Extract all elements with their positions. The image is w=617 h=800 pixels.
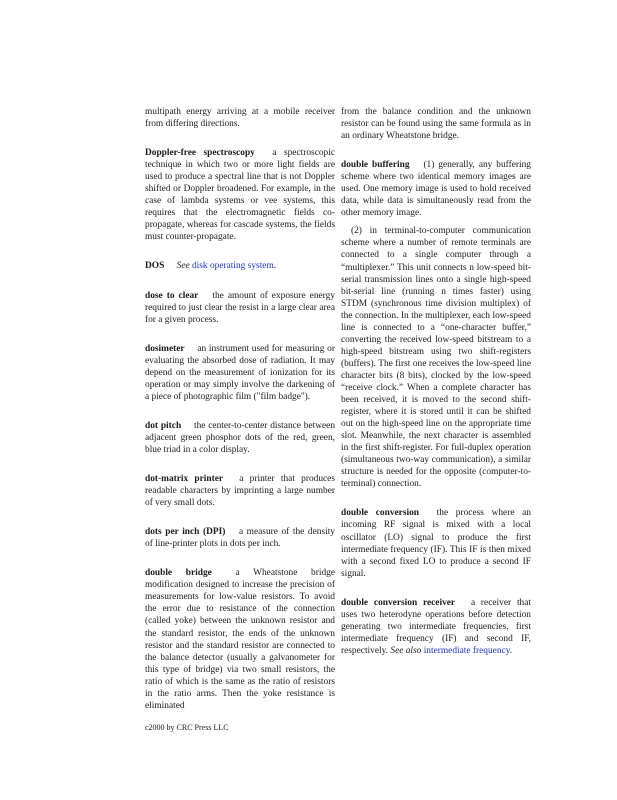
entry-term: dot pitch	[145, 420, 182, 431]
entry-dots-per-inch	[145, 526, 335, 550]
entry-definition: the process where an incoming RF signal is mixed with a local oscillator (LO) signal to produce the first intermediate frequency (IF). This IF is then mixed with a second fixed LO to produce a second IF signal.	[341, 508, 531, 579]
entry-dosimeter	[145, 343, 335, 403]
copyright-footer: c2000 by CRC Press LLC	[145, 723, 229, 732]
entry-definition: a printer that produces readable characters by imprinting a large number of very small dots.	[145, 474, 335, 509]
entry-definition: a spectroscopic technique in which two or more light fields are used to produce a spectral line that is not Doppler shifted or Doppler broadened. For example, in the case of lambda systems or vee systems, this requires that the electromagnetic fields co-propagate, whereas for cascade systems, the fields must counter-propagate.	[145, 148, 335, 243]
see-also-label: See also	[390, 645, 422, 656]
entry-definition: a Wheatstone bridge modification designed to increase the precision of measurements for low-value resistors. To avoid the error due to resistance of the connection (called yoke) between the unknown resistor and the standard resistor, the ends of the unknown resistor and the standard resistor are connected to the balance detector (usually a galvanometer for this type of bridge) via two small resistors, the ratio of which is the same as the ratio of resistors in the ratio arms. Then the yoke resistance is eliminated	[145, 568, 336, 711]
entry-double-buffering-sense-2	[341, 225, 531, 490]
entry-period: .	[509, 645, 513, 656]
right-column	[341, 106, 531, 674]
cross-reference-link[interactable]: disk operating system	[191, 261, 274, 272]
entry-dot-pitch	[145, 420, 335, 456]
entry-definition: the amount of exposure energy required to just clear the resist in a large clear area for a given process.	[145, 290, 336, 325]
continued-definition: multipath energy arriving at a mobile receiver from differing directions.	[145, 107, 335, 130]
entry-term: dosimeter	[145, 343, 185, 354]
entry-definition: an instrument used for measuring or evaluating the absorbed dose of radiation. It may depend on the measurement of ionization for its operation or may simply involve the darkening of a piece of photographic film ("film badge").	[145, 343, 335, 402]
entry-definition: the center-to-center distance between adjacent green phosphor dots of the red, green, blue triad in a color display.	[145, 420, 336, 455]
see-reference-label: See	[176, 261, 190, 272]
left-column	[145, 106, 335, 729]
entry-dos	[145, 260, 335, 272]
entry-definition: a receiver that uses two heterodyne operations before detection generating two intermediate frequencies, first intermediate frequency (IF) and second IF, respectively.	[341, 597, 532, 656]
entry-term: dots per inch (DPI)	[145, 527, 226, 538]
cross-reference-link[interactable]: intermediate frequency	[423, 645, 510, 656]
entry-term: double conversion	[341, 508, 419, 519]
entry-definition: a measure of the density of line-printer plots in dots per inch.	[145, 527, 335, 550]
continued-definition: from the balance condition and the unknown resistor can be found using the same formula as in an ordinary Wheatstone bridge.	[341, 107, 531, 142]
entry-term: DOS	[145, 261, 165, 272]
entry-double-conversion	[341, 507, 531, 579]
entry-dose-to-clear	[145, 290, 335, 326]
entry-term: Doppler-free spectroscopy	[145, 148, 255, 159]
entry-term: double conversion receiver	[341, 597, 456, 608]
entry-period: .	[273, 261, 277, 272]
entry-dot-matrix-printer	[145, 473, 335, 509]
entry-term: dot-matrix printer	[145, 474, 224, 485]
entry-term: dose to clear	[145, 290, 199, 301]
entry-double-bridge	[145, 567, 335, 712]
entry-term: double buffering	[341, 160, 410, 171]
entry-term: double bridge	[145, 568, 212, 579]
entry-definition: (1) generally, any buffering scheme where two identical memory images are used. One memory image is used to hold received data, while data is simultaneously read from the other memory image.	[341, 160, 531, 219]
entry-double-buffering	[341, 159, 531, 219]
entry-doppler-free-spectroscopy	[145, 147, 335, 243]
entry-definition: (2) in terminal-to-computer communication scheme where a number of remote terminals are connected to a single computer through a “multiplexer.” This unit connects n low-speed bit-serial transmission lines onto a single high-speed bit-serial line (running n times faster) using STDM (synchronous time division multiplex) of the connection. In the multiplexer, each low-speed line is connected to a “one-character buffer,” converting the received low-speed bitstream to a high-speed bitstream using two shift-registers (buffers). The first one receives the low-speed line character bits (8 bits), clocked by the low-speed “receive clock.” When a complete character has been received, it is moved to the second shift-register, where it is stored until it can be shifted out on the high-speed line on the appropriate time slot. Meanwhile, the next character is assembled in the first shift-register. For full-duplex operation (simultaneous two-way communication), a similar structure is needed for the opposite (computer-to-terminal) connection.	[341, 226, 531, 490]
entry-double-conversion-receiver	[341, 597, 531, 657]
